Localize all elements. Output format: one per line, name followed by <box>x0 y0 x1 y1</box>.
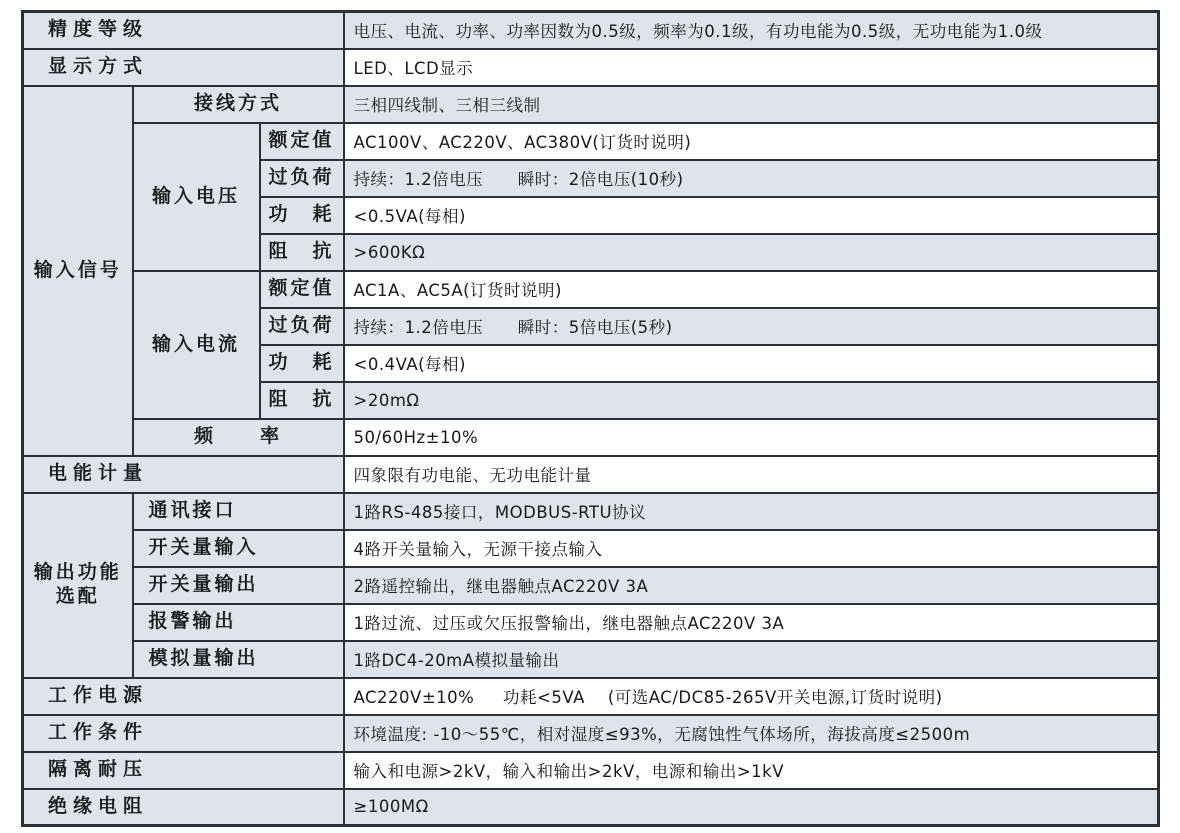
label-voltage-impedance: 阻 抗 <box>260 234 344 271</box>
value-voltage-consumption: <0.5VA(每相) <box>344 197 1159 234</box>
table-row <box>23 789 1159 826</box>
value-current-impedance: >20mΩ <box>344 382 1159 419</box>
label-working-conditions: 工作条件 <box>23 715 344 752</box>
value-voltage-overload: 持续：1.2倍电压 瞬时：2倍电压(10秒) <box>344 160 1159 197</box>
table-row <box>23 12 1159 49</box>
label-input-signal-group: 输入信号 <box>23 86 133 456</box>
table-row <box>23 678 1159 715</box>
spec-table <box>21 10 1160 827</box>
table-row <box>23 715 1159 752</box>
label-insulation-resistance: 绝缘电阻 <box>23 789 344 826</box>
value-wiring-mode: 三相四线制、三相三线制 <box>344 86 1159 123</box>
label-current-rated: 额定值 <box>260 271 344 308</box>
label-comm-interface: 通讯接口 <box>133 493 344 530</box>
table-row <box>23 419 1159 456</box>
value-digital-output: 2路遥控输出，继电器触点AC220V 3A <box>344 567 1159 604</box>
label-energy-metering: 电能计量 <box>23 456 344 493</box>
label-wiring-mode: 接线方式 <box>133 86 344 123</box>
label-analog-output: 模拟量输出 <box>133 641 344 678</box>
table-row <box>23 86 1159 123</box>
label-voltage-rated: 额定值 <box>260 123 344 160</box>
label-voltage-overload: 过负荷 <box>260 160 344 197</box>
table-row <box>23 530 1159 567</box>
label-input-current-group: 输入电流 <box>133 271 260 419</box>
value-comm-interface: 1路RS-485接口，MODBUS-RTU协议 <box>344 493 1159 530</box>
label-power-supply: 工作电源 <box>23 678 344 715</box>
value-current-overload: 持续：1.2倍电压 瞬时：5倍电压(5秒) <box>344 308 1159 345</box>
value-power-supply: AC220V±10% 功耗<5VA (可选AC/DC85-265V开关电源,订货时说明) <box>344 678 1159 715</box>
table-row <box>23 752 1159 789</box>
value-voltage-impedance: >600KΩ <box>344 234 1159 271</box>
table-row <box>23 271 1159 308</box>
label-input-voltage-group: 输入电压 <box>133 123 260 271</box>
value-analog-output: 1路DC4-20mA模拟量输出 <box>344 641 1159 678</box>
value-current-rated: AC1A、AC5A(订货时说明) <box>344 271 1159 308</box>
label-digital-output: 开关量输出 <box>133 567 344 604</box>
table-row <box>23 604 1159 641</box>
value-alarm-output: 1路过流、过压或欠压报警输出，继电器触点AC220V 3A <box>344 604 1159 641</box>
label-isolation-voltage: 隔离耐压 <box>23 752 344 789</box>
label-output-options-group: 输出功能选配 <box>23 493 133 678</box>
table-row <box>23 49 1159 86</box>
label-current-overload: 过负荷 <box>260 308 344 345</box>
label-digital-input: 开关量输入 <box>133 530 344 567</box>
value-frequency: 50/60Hz±10% <box>344 419 1159 456</box>
label-current-consumption: 功 耗 <box>260 345 344 382</box>
value-isolation-voltage: 输入和电源>2kV，输入和输出>2kV，电源和输出>1kV <box>344 752 1159 789</box>
table-row <box>23 493 1159 530</box>
value-current-consumption: <0.4VA(每相) <box>344 345 1159 382</box>
label-accuracy-class: 精度等级 <box>23 12 344 49</box>
table-row <box>23 456 1159 493</box>
label-frequency: 频 率 <box>133 419 344 456</box>
value-insulation-resistance: ≥100MΩ <box>344 789 1159 826</box>
label-voltage-consumption: 功 耗 <box>260 197 344 234</box>
label-alarm-output: 报警输出 <box>133 604 344 641</box>
table-row <box>23 641 1159 678</box>
table-row <box>23 567 1159 604</box>
table-row <box>23 123 1159 160</box>
value-display-mode: LED、LCD显示 <box>344 49 1159 86</box>
value-working-conditions: 环境温度: -10～55℃，相对湿度≤93%，无腐蚀性气体场所，海拔高度≤2500m <box>344 715 1159 752</box>
value-digital-input: 4路开关量输入，无源干接点输入 <box>344 530 1159 567</box>
value-energy-metering: 四象限有功电能、无功电能计量 <box>344 456 1159 493</box>
label-current-impedance: 阻 抗 <box>260 382 344 419</box>
label-display-mode: 显示方式 <box>23 49 344 86</box>
value-accuracy-class: 电压、电流、功率、功率因数为0.5级，频率为0.1级，有功电能为0.5级，无功电能为1.0级 <box>344 12 1159 49</box>
value-voltage-rated: AC100V、AC220V、AC380V(订货时说明) <box>344 123 1159 160</box>
